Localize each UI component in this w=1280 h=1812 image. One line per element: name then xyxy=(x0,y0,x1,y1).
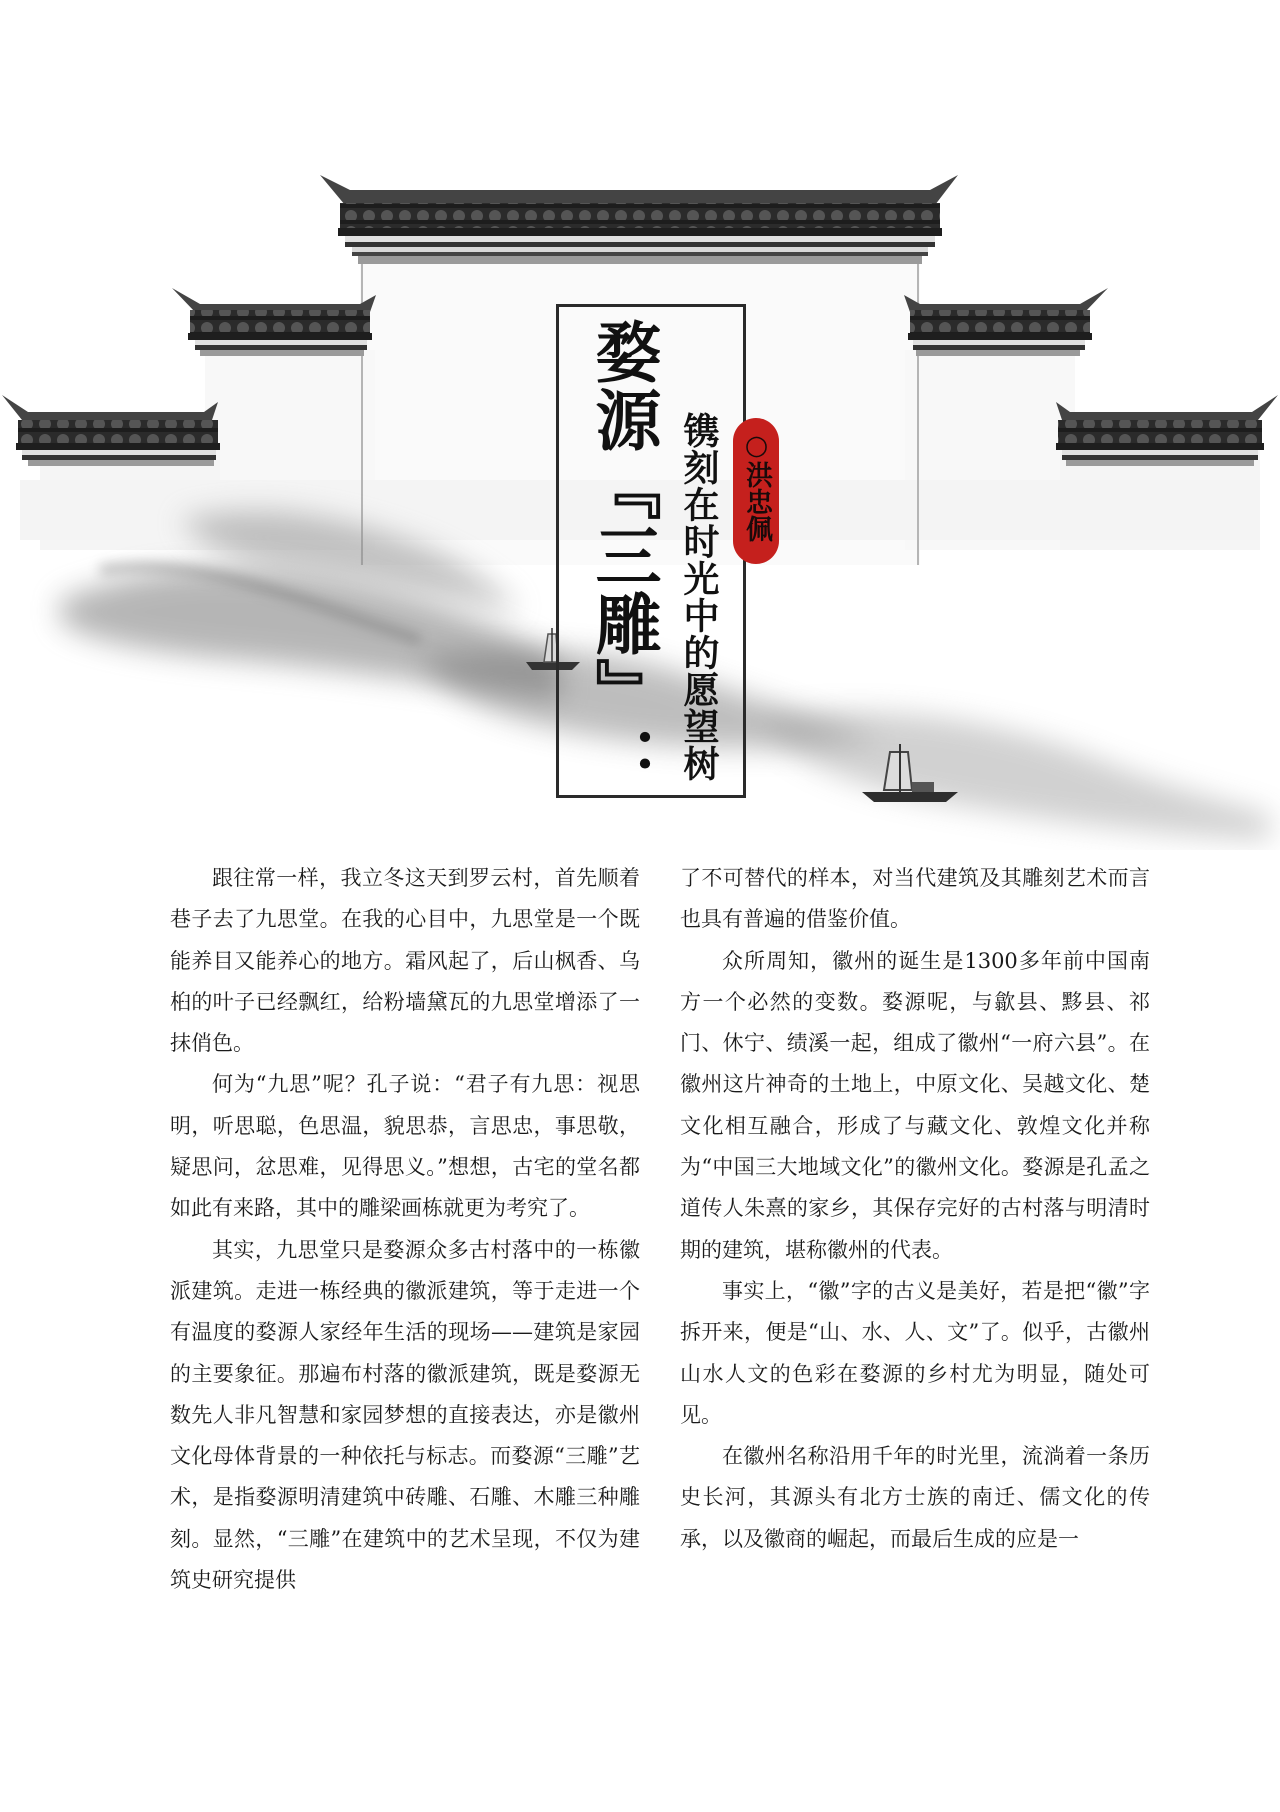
paragraph-continuation: 了不可替代的样本，对当代建筑及其雕刻艺术而言也具有普遍的借鉴价值。 xyxy=(680,866,1150,932)
paragraph: 事实上，“徽”字的古义是美好，若是把“徽”字拆开来，便是“山、水、人、文”了。似乎，古徽州山水人文的色彩在婺源的乡村尤为明显，随处可见。 xyxy=(680,1278,1150,1427)
article-title: 婺源『三雕』： xyxy=(584,318,661,794)
body-column-right xyxy=(680,858,1150,1560)
left-roof-low xyxy=(2,395,220,466)
paragraph: 在徽州名称沿用千年的时光里，流淌着一条历史长河，其源头有北方士族的南迁、儒文化的传承，以及徽商的崛起，而最后生成的应是一 xyxy=(680,1444,1150,1551)
author-name: ○洪忠佩 xyxy=(741,430,772,542)
right-roof-mid xyxy=(904,288,1108,356)
body-column-left xyxy=(170,858,640,1601)
paragraph: 跟往常一样，我立冬这天到罗云村，首先顺着巷子去了九思堂。在我的心目中，九思堂是一个既能养目又能养心的地方。霜风起了，后山枫香、乌桕的叶子已经飘红，给粉墙黛瓦的九思堂增添了一抹俏色。 xyxy=(170,866,640,1056)
paragraph: 其实，九思堂只是婺源众多古村落中的一栋徽派建筑。走进一栋经典的徽派建筑，等于走进一个有温度的婺源人家经年生活的现场——建筑是家园的主要象征。那遍布村落的徽派建筑，既是婺源无数先人非凡智慧和家园梦想的直接表达，亦是徽州文化母体背景的一种依托与标志。而婺源“三雕”艺术，是指婺源明清建筑中砖雕、石雕、木雕三种雕刻。显然，“三雕”在建筑中的艺术呈现，不仅为建筑史研究提供 xyxy=(170,1237,640,1593)
article-subtitle: 镌刻在时光中的愿望树 xyxy=(678,412,719,782)
right-roof-low xyxy=(1056,395,1278,466)
paragraph: 众所周知，徽州的诞生是1300多年前中国南方一个必然的变数。婺源呢，与歙县、黟县、祁门、休宁、绩溪一起，组成了徽州“一府六县”。在徽州这片神奇的土地上，中原文化、吴越文化、楚文化相互融合，形成了与藏文化、敦煌文化并称为“中国三大地域文化”的徽州文化。婺源是孔孟之道传人朱熹的家乡，其保存完好的古村落与明清时期的建筑，堪称徽州的代表。 xyxy=(680,948,1150,1262)
left-roof-mid xyxy=(172,288,376,356)
top-roof xyxy=(320,175,958,264)
paragraph: 何为“九思”呢？孔子说：“君子有九思：视思明，听思聪，色思温，貌思恭，言思忠，事思敬，疑思问，忿思难，见得思义。”想想，古宅的堂名都如此有来路，其中的雕梁画栋就更为考究了。 xyxy=(170,1072,640,1221)
